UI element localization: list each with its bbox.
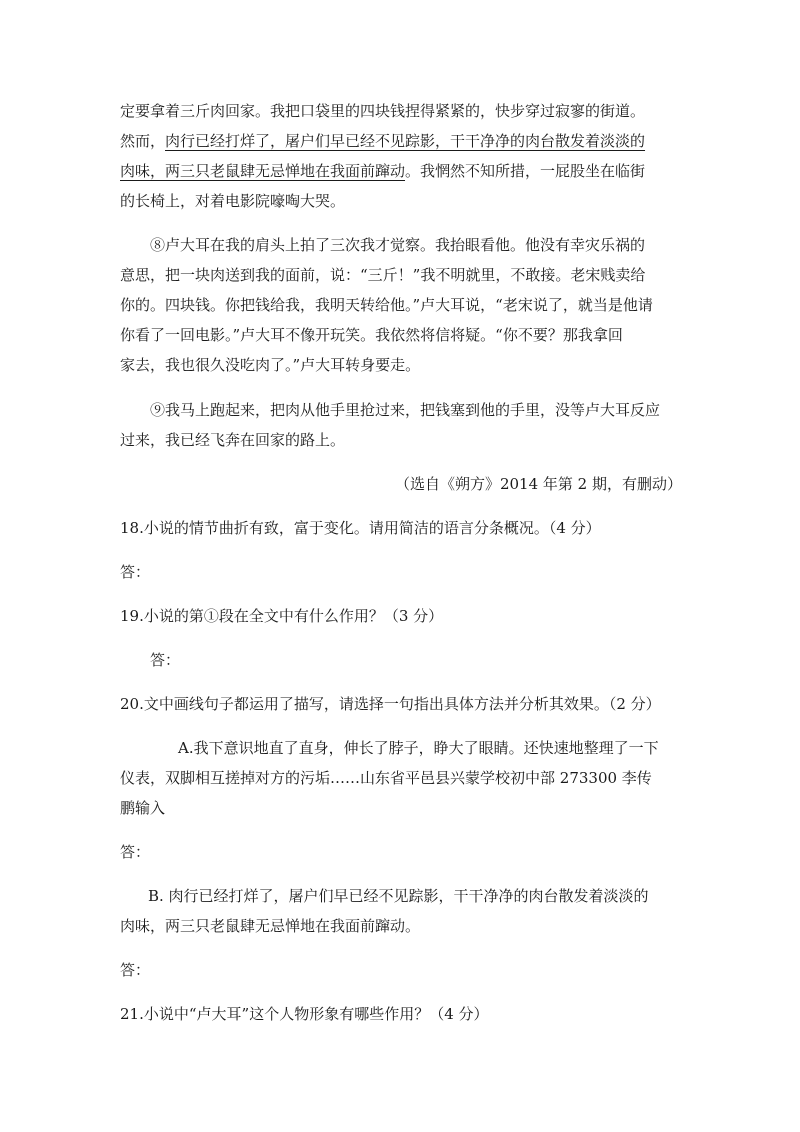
paragraph-7-line-2 [120,131,645,151]
paragraph-7-line-3 [120,161,645,181]
question-19-answer: 答： [150,651,181,669]
question-20-option-b-line-1: B. 肉行已经打烊了，屠户们早已经不见踪影，干干净净的肉台散发着淡淡的 [148,887,649,905]
question-20-option-b-line-2: 肉味，两三只老鼠肆无忌惮地在我面前蹿动。 [120,917,421,935]
underlined-sentence-part-1: 肉行已经打烊了，屠户们早已经不见踪影，干干净净的肉台散发着淡淡的 [165,132,646,150]
text-segment: 然而， [120,132,166,150]
paragraph-8-line-1: ⑧卢大耳在我的肩头上拍了三次我才觉察。我抬眼看他。他没有幸灾乐祸的 [150,236,646,254]
underlined-sentence-part-2: 肉味，两三只老鼠肆无忌惮地在我面前蹿动 [120,162,406,180]
question-21: 21.小说中“卢大耳”这个人物形象有哪些作用？（4 分） [120,1005,489,1023]
question-18: 18.小说的情节曲折有致，富于变化。请用简洁的语言分条概况。（4 分） [120,519,601,537]
question-20-option-a-line-1: A.我下意识地直了直身，伸长了脖子，睁大了眼睛。还快速地整理了一下 [178,739,659,757]
question-20-option-a-line-2: 仪表，双脚相互搓掉对方的污垢……山东省平邑县兴蒙学校初中部 273300 李传 [120,769,652,787]
question-20-option-a-answer: 答： [120,843,151,861]
paragraph-9-line-1: ⑨我马上跑起来，把肉从他手里抢过来，把钱塞到他的手里，没等卢大耳反应 [150,401,661,419]
paragraph-9-line-2: 过来，我已经飞奔在回家的路上。 [120,431,346,449]
question-19: 19.小说的第①段在全文中有什么作用？（3 分） [120,607,444,625]
text-segment: 。我惘然不知所措，一屁股坐在临街 [405,162,646,180]
paragraph-8-line-4: 你看了一回电影。”卢大耳不像开玩笑。我依然将信将疑。“你不要？那我拿回 [120,326,623,344]
paragraph-8-line-5: 家去，我也很久没吃肉了。”卢大耳转身要走。 [120,356,421,374]
question-20: 20.文中画线句子都运用了描写，请选择一句指出具体方法并分析其效果。（2 分） [120,695,661,713]
paragraph-8-line-2: 意思，把一块肉送到我的面前，说：“三斤！”我不明就里，不敢接。老宋贱卖给 [120,266,646,284]
source-citation: （选自《朔方》2014 年第 2 期，有删动） [394,475,682,493]
question-18-answer: 答： [120,563,151,581]
paragraph-8-line-3: 你的。四块钱。你把钱给我，我明天转给他。”卢大耳说，“老宋说了，就当是他请 [120,296,653,314]
question-20-option-b-answer: 答： [120,961,151,979]
paragraph-7-line-1: 定要拿着三斤肉回家。我把口袋里的四块钱捏得紧紧的，快步穿过寂寥的街道。 [120,102,646,120]
question-20-option-a-line-3: 鹏输入 [120,799,166,817]
paragraph-7-line-4: 的长椅上，对着电影院嚎啕大哭。 [120,192,346,210]
